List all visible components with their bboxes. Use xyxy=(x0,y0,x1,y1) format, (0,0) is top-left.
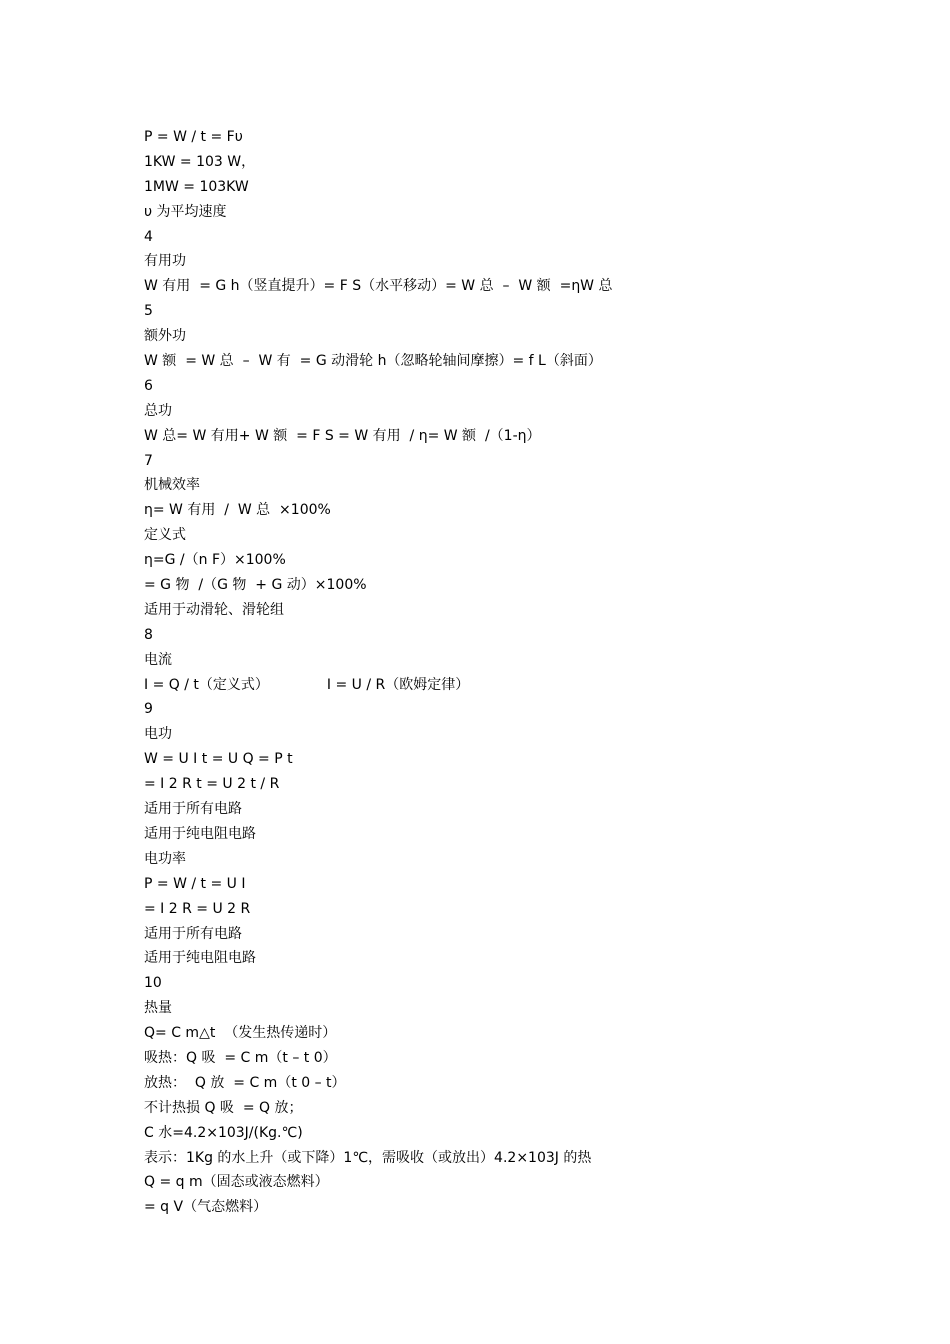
text-line: 表示：1Kg 的水上升（或下降）1℃，需吸收（或放出）4.2×103J 的热 xyxy=(144,1149,592,1166)
text-line: W 额 = W 总 – W 有 = G 动滑轮 h（忽略轮轴间摩擦）= f L（斜面） xyxy=(144,353,602,370)
text-line: = G 物 /（G 物 + G 动）×100% xyxy=(144,577,367,594)
section-number: 8 xyxy=(144,626,153,643)
section-number: 4 xyxy=(144,228,153,245)
text-line: η=G /（n F）×100% xyxy=(144,552,286,569)
section-number: 10 xyxy=(144,975,162,992)
section-title: 机械效率 xyxy=(144,477,200,494)
text-line: η= W 有用 / W 总 ×100% xyxy=(144,502,331,519)
section-title: 额外功 xyxy=(144,328,186,345)
text-line: 放热： Q 放 = C m（t 0 – t） xyxy=(144,1074,346,1091)
section-title: 电功率 xyxy=(144,850,186,867)
text-line: = q V（气态燃料） xyxy=(144,1199,268,1216)
text-line: 适用于纯电阻电路 xyxy=(144,825,256,842)
text-line: 吸热：Q 吸 = C m（t – t 0） xyxy=(144,1049,337,1066)
section-title: 总功 xyxy=(144,402,172,419)
text-line: Q= C m△t （发生热传递时） xyxy=(144,1025,337,1042)
current-formula-line xyxy=(144,673,844,698)
section-title: 热量 xyxy=(144,1000,172,1017)
section-title: 有用功 xyxy=(144,253,186,270)
text-line: = I 2 R = U 2 R xyxy=(144,900,251,917)
text-line: P = W / t = U I xyxy=(144,875,246,892)
text-line: W 有用 = G h（竖直提升）= F S（水平移动）= W 总 – W 额 =ηW 总 xyxy=(144,278,613,295)
section-number: 6 xyxy=(144,377,153,394)
text-line: 1MW = 103KW xyxy=(144,178,249,195)
section-number: 7 xyxy=(144,452,153,469)
text-line: P = W / t = Fυ xyxy=(144,129,243,145)
text-line: = I 2 R t = U 2 t / R xyxy=(144,776,280,793)
text-line: Q = q m（固态或液态燃料） xyxy=(144,1174,329,1191)
text-line: 适用于所有电路 xyxy=(144,925,242,942)
text-line: 适用于纯电阻电路 xyxy=(144,950,256,967)
section-number: 5 xyxy=(144,303,153,320)
text-line: W = U I t = U Q = P t xyxy=(144,751,293,768)
text-line: 定义式 xyxy=(144,527,186,544)
text-line: 1KW = 103 W， xyxy=(144,153,256,170)
text-line: C 水=4.2×103J/(Kg.℃) xyxy=(144,1124,303,1141)
text-line: W 总= W 有用+ W 额 = F S = W 有用 / η= W 额 /（1-η） xyxy=(144,427,541,444)
text-line: 不计热损 Q 吸 = Q 放； xyxy=(144,1099,303,1116)
ohms-law: I = U / R（欧姆定律） xyxy=(326,676,470,693)
current-definition: I = Q / t（定义式） xyxy=(144,676,269,693)
text-line: 适用于所有电路 xyxy=(144,801,242,818)
formula-list xyxy=(144,125,844,1220)
section-number: 9 xyxy=(144,701,153,718)
text-line: 适用于动滑轮、滑轮组 xyxy=(144,601,284,618)
text-line: υ 为平均速度 xyxy=(144,203,227,220)
section-title: 电流 xyxy=(144,651,172,668)
section-title: 电功 xyxy=(144,726,172,743)
